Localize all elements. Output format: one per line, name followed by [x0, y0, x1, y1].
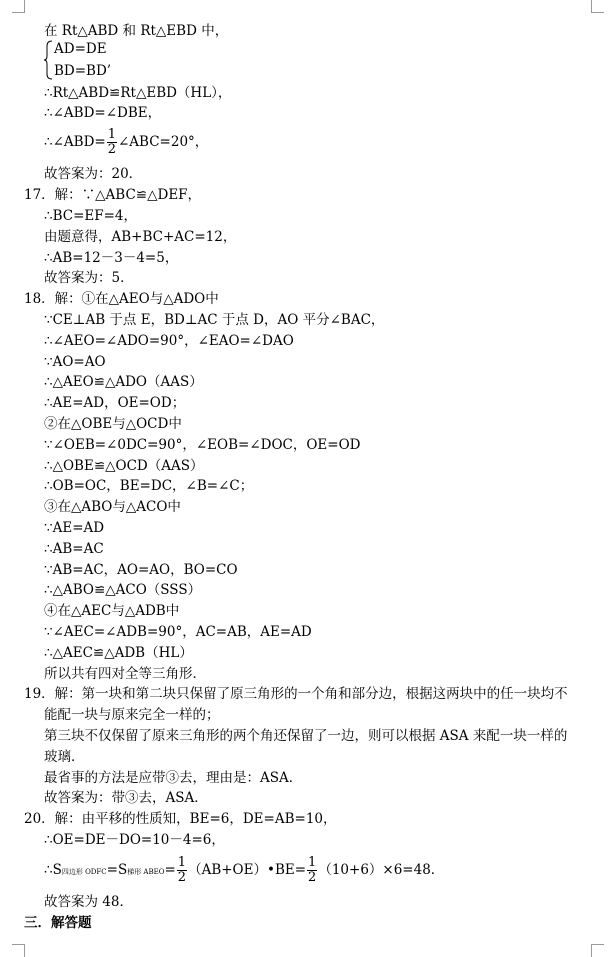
text-line: ∴△AEO≌△ADO（AAS）	[44, 374, 203, 390]
text-line: 玻璃．	[44, 749, 85, 765]
text-line: ∵∠OEB=∠0DC=90°，∠EOB=∠DOC，OE=OD	[44, 437, 361, 453]
formula-subscript: 梯形 ABEO	[127, 868, 165, 876]
formula-part: ∠ABC=20°，	[118, 134, 209, 150]
text-line: ∵AE=AD	[44, 520, 105, 536]
text-line: ∴AB=AC	[44, 541, 104, 557]
text-line: ∴△ABO≌△ACO（SSS）	[44, 582, 202, 598]
fraction-denominator: 2	[177, 870, 187, 885]
text-line: ∵AB=AC，AO=AO，BO=CO	[44, 562, 238, 578]
problem-17-heading: 17．解：∵△ABC≌△DEF，	[24, 187, 202, 203]
formula-part: =S	[106, 862, 128, 878]
fraction-numerator: 1	[107, 127, 116, 142]
crop-mark-bottom-left	[12, 944, 25, 957]
formula-part: （10+6）×6=48．	[318, 862, 445, 878]
formula-line	[44, 128, 208, 157]
text-line: 在 Rt△ABD 和 Rt△EBD 中，	[44, 23, 229, 39]
text-line: 故答案为：20．	[44, 166, 143, 182]
text-line: 故答案为 48．	[44, 894, 133, 910]
text-line: 故答案为：带③去，ASA．	[44, 790, 208, 806]
text-line: ③在△ABO与△ACO中	[44, 499, 181, 515]
text-line: ∴AE=AD，OE=OD；	[44, 395, 186, 411]
system-row-2: BD=BD’	[54, 63, 112, 79]
fraction-denominator: 2	[308, 870, 317, 885]
crop-mark-top-left	[12, 0, 25, 13]
text-line: ∴△AEC≌△ADB（HL）	[44, 645, 193, 661]
fraction	[307, 856, 317, 885]
fraction-numerator: 1	[308, 855, 317, 870]
formula-subscript: 四边形 ODFC	[61, 868, 107, 876]
text-line: ∴BC=EF=4，	[44, 208, 138, 224]
text-line: ④在△AEC与△ADB中	[44, 603, 180, 619]
text-line: ∴∠ABD=∠DBE，	[44, 105, 162, 121]
system-row-1: AD=DE	[54, 41, 107, 57]
text-line: ∴△OBE≌△OCD（AAS）	[44, 458, 204, 474]
text-line: ∴Rt△ABD≌Rt△EBD（HL），	[44, 85, 232, 101]
left-brace-icon	[44, 40, 54, 80]
text-line: 能配一块与原来完全一样的；	[44, 707, 220, 723]
text-line: ∵AO=AO	[44, 354, 106, 370]
fraction	[107, 128, 117, 157]
text-line: ∴OB=OC，BE=DC，∠B=∠C；	[44, 478, 254, 494]
text-line: 由题意得，AB+BC+AC=12，	[44, 229, 237, 245]
formula-part: ∴S	[44, 862, 62, 878]
problem-19-heading: 19．解：第一块和第二块只保留了原三角形的一个角和部分边，根据这两块中的任一块均不	[24, 686, 568, 702]
text-line: ∴AB=12－3－4=5，	[44, 250, 179, 266]
text-line: ∵∠AEC=∠ADB=90°，AC=AB，AE=AD	[44, 624, 312, 640]
formula-line	[44, 856, 444, 885]
formula-part: （AB+OE）•BE=	[188, 862, 307, 878]
formula-part: ∴∠ABD=	[44, 134, 106, 150]
text-line: ②在△OBE与△OCD中	[44, 416, 182, 432]
text-line: ∴∠AEO=∠ADO=90°，∠EAO=∠DAO	[44, 333, 294, 349]
problem-18-heading: 18．解：①在△AEO与△ADO中	[24, 291, 219, 307]
text-line: 故答案为：5．	[44, 270, 134, 286]
text-line: 所以共有四对全等三角形．	[44, 666, 206, 682]
fraction-numerator: 1	[177, 855, 187, 870]
crop-mark-bottom-right	[591, 944, 604, 957]
text-line: ∴OE=DE－DO=10－4=6，	[44, 832, 225, 848]
fraction	[177, 856, 187, 885]
formula-part: =	[164, 862, 176, 878]
text-line: 最省事的方法是应带③去，理由是：ASA．	[44, 770, 303, 786]
problem-20-heading: 20．解：由平移的性质知，BE=6，DE=AB=10，	[24, 811, 337, 827]
crop-mark-top-right	[591, 0, 604, 13]
text-line: ∵CE⊥AB 于点 E，BD⊥AC 于点 D，AO 平分∠BAC，	[44, 312, 385, 328]
section-heading: 三．解答题	[24, 915, 92, 931]
fraction-denominator: 2	[107, 142, 116, 157]
text-line: 第三块不仅保留了原来三角形的两个角还保留了一边，则可以根据 ASA 来配一块一样的	[44, 728, 568, 744]
